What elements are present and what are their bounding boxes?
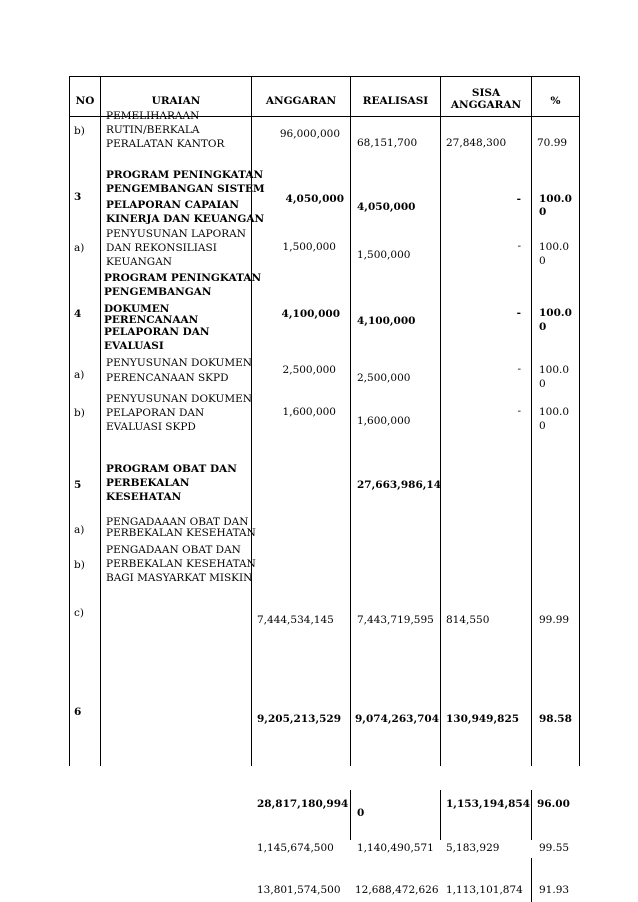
- row-8-no: b): [74, 559, 85, 571]
- row-0-uraian-2: RUTIN/BERKALA: [106, 124, 200, 136]
- row-3-no: 4: [74, 308, 82, 320]
- row-3-uraian-6: EVALUASI: [104, 340, 164, 352]
- row-9-anggaran: 7,444,534,145: [257, 614, 334, 626]
- lower-1-percent: 99.55: [539, 842, 570, 854]
- row-3-uraian-2: PENGEMBANGAN: [104, 286, 212, 298]
- row-8-uraian-3: BAGI MASYARKAT MISKIN: [106, 572, 253, 584]
- lower-0-anggaran: 28,817,180,994: [257, 798, 349, 810]
- lower-1-sisa: 5,183,929: [446, 842, 500, 854]
- row-2-anggaran: 1,500,000: [282, 241, 336, 253]
- row-3-uraian-1: PROGRAM PENINGKATAN: [104, 272, 262, 284]
- row-7-uraian-1: PENGADAAAN OBAT DAN: [106, 516, 249, 528]
- row-5-anggaran: 1,600,000: [282, 406, 336, 418]
- row-6-realisasi: 27,663,986,14: [357, 479, 442, 491]
- row-0-no: b): [74, 125, 85, 137]
- row-9-sisa: 814,550: [446, 614, 490, 626]
- col-divider-no: [100, 76, 101, 766]
- row-2-percent-2: 0: [539, 255, 546, 267]
- row-5-no: b): [74, 407, 85, 419]
- row-1-uraian-4: KINERJA DAN KEUANGAN: [106, 213, 265, 225]
- row-6-uraian-1: PROGRAM OBAT DAN: [106, 463, 237, 475]
- row-3-percent-1: 100.0: [539, 307, 572, 319]
- row-1-uraian-3: PELAPORAN CAPAIAN: [106, 199, 240, 211]
- lower-col-divider-4: [531, 858, 532, 902]
- header-realisasi: REALISASI: [362, 95, 429, 107]
- lower-1-anggaran: 1,145,674,500: [257, 842, 334, 854]
- row-0-percent: 70.99: [537, 137, 568, 149]
- row-6-no: 5: [74, 479, 82, 491]
- row-10-anggaran: 9,205,213,529: [257, 713, 342, 725]
- row-4-realisasi: 2,500,000: [357, 372, 411, 384]
- lower-0-sisa: 1,153,194,854: [446, 798, 531, 810]
- row-4-uraian-2: PERENCANAAN SKPD: [106, 372, 229, 384]
- row-2-sisa: -: [517, 240, 521, 252]
- row-4-percent-2: 0: [539, 378, 546, 390]
- row-10-percent: 98.58: [539, 713, 572, 725]
- lower-col-divider-2: [440, 790, 441, 840]
- row-1-sisa: -: [516, 193, 521, 205]
- row-0-anggaran: 96,000,000: [279, 128, 340, 140]
- row-1-percent-1: 100.0: [539, 193, 572, 205]
- row-5-percent-1: 100.0: [539, 406, 570, 418]
- row-0-realisasi: 68,151,700: [357, 137, 418, 149]
- row-2-percent-1: 100.0: [539, 241, 570, 253]
- row-2-uraian-2: DAN REKONSILIASI: [106, 242, 217, 254]
- row-5-uraian-2: PELAPORAN DAN: [106, 407, 205, 419]
- row-0-uraian-3: PERALATAN KANTOR: [106, 138, 225, 150]
- row-8-uraian-2: PERBEKALAN KESEHATAN: [106, 558, 256, 570]
- row-9-realisasi: 7,443,719,595: [357, 614, 434, 626]
- lower-2-anggaran: 13,801,574,500: [257, 884, 341, 896]
- lower-col-divider-1: [350, 790, 351, 840]
- row-6-uraian-3: KESEHATAN: [106, 491, 182, 503]
- row-1-uraian-2: PENGEMBANGAN SISTEM: [106, 183, 265, 195]
- row-4-no: a): [74, 369, 85, 381]
- row-1-percent-2: 0: [539, 206, 547, 218]
- lower-1-realisasi: 1,140,490,571: [357, 842, 434, 854]
- row-3-uraian-3: DOKUMEN: [104, 303, 170, 315]
- col-divider-sisa: [531, 76, 532, 766]
- row-5-percent-2: 0: [539, 420, 546, 432]
- row-3-uraian-5: PELAPORAN DAN: [104, 326, 210, 338]
- lower-0-realisasi: 0: [357, 807, 365, 819]
- row-0-sisa: 27,848,300: [446, 137, 507, 149]
- lower-0-percent: 96.00: [537, 798, 570, 810]
- header-anggaran: ANGGARAN: [265, 95, 337, 107]
- row-1-realisasi: 4,050,000: [357, 201, 416, 213]
- row-2-realisasi: 1,500,000: [357, 249, 411, 261]
- row-4-percent-1: 100.0: [539, 364, 570, 376]
- row-2-no: a): [74, 242, 85, 254]
- row-3-uraian-4: PERENCANAAN: [104, 314, 199, 326]
- row-10-realisasi: 9,074,263,704: [355, 713, 440, 725]
- row-5-realisasi: 1,600,000: [357, 415, 411, 427]
- row-5-uraian-1: PENYUSUNAN DOKUMEN: [106, 393, 252, 405]
- header-sisa-line2: ANGGARAN: [450, 99, 522, 111]
- row-10-no: 6: [74, 706, 82, 718]
- table-right-border: [579, 76, 580, 766]
- row-0-uraian-1: PEMELIHARAAN: [106, 110, 200, 122]
- row-9-no: c): [74, 607, 84, 619]
- row-3-anggaran: 4,100,000: [281, 308, 340, 320]
- row-1-uraian-1: PROGRAM PENINGKATAN: [106, 169, 264, 181]
- row-3-percent-2: 0: [539, 321, 547, 333]
- lower-2-sisa: 1,113,101,874: [446, 884, 523, 896]
- row-3-sisa: -: [516, 307, 521, 319]
- row-2-uraian-3: KEUANGAN: [106, 256, 172, 268]
- row-4-anggaran: 2,500,000: [282, 364, 336, 376]
- header-sisa-line1: SISA: [471, 87, 501, 99]
- row-10-sisa: 130,949,825: [446, 713, 520, 725]
- row-6-uraian-2: PERBEKALAN: [106, 477, 190, 489]
- col-divider-anggaran: [350, 76, 351, 766]
- table-top-border: [69, 76, 579, 77]
- row-5-sisa: -: [517, 405, 521, 417]
- row-1-no: 3: [74, 191, 82, 203]
- row-1-anggaran: 4,050,000: [285, 193, 344, 205]
- table-left-border: [69, 76, 70, 766]
- lower-col-divider-3: [531, 790, 532, 840]
- col-divider-realisasi: [440, 76, 441, 766]
- row-2-uraian-1: PENYUSUNAN LAPORAN: [106, 228, 246, 240]
- header-percent: %: [550, 95, 561, 107]
- lower-2-realisasi: 12,688,472,626: [355, 884, 439, 896]
- row-4-sisa: -: [517, 363, 521, 375]
- row-8-uraian-1: PENGADAAN OBAT DAN: [106, 544, 241, 556]
- row-7-no: a): [74, 524, 85, 536]
- row-9-percent: 99.99: [539, 614, 570, 626]
- lower-2-percent: 91.93: [539, 884, 570, 896]
- header-no: NO: [75, 95, 95, 107]
- row-7-uraian-2: PERBEKALAN KESEHATAN: [106, 527, 256, 539]
- row-5-uraian-3: EVALUASI SKPD: [106, 421, 196, 433]
- row-3-realisasi: 4,100,000: [357, 315, 416, 327]
- header-uraian: URAIAN: [151, 95, 201, 107]
- row-4-uraian-1: PENYUSUNAN DOKUMEN: [106, 357, 252, 369]
